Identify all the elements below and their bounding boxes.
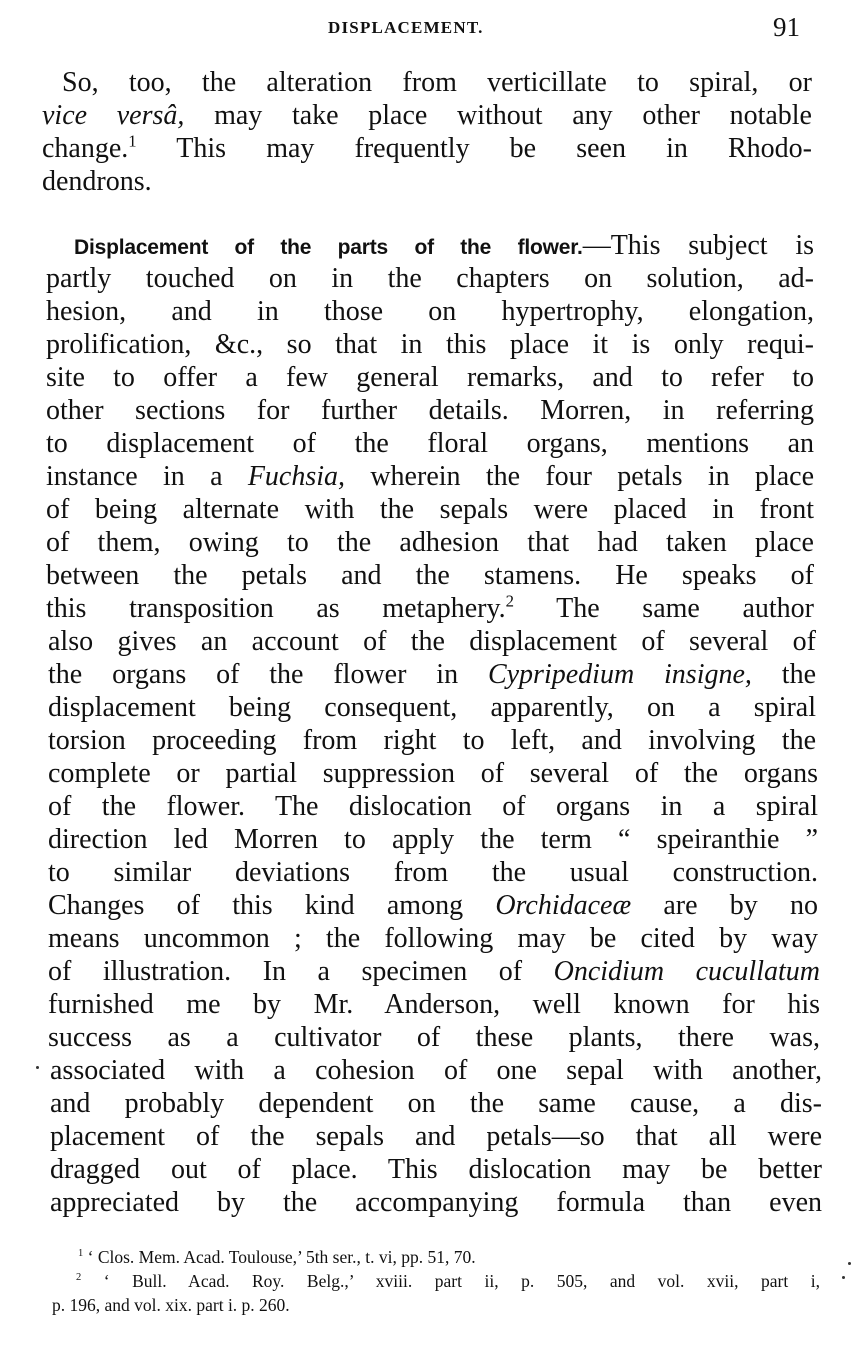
text-line: dragged out of place. This dislocation may be better bbox=[50, 1154, 822, 1185]
text-line: displacement being consequent, apparently, on a spiral bbox=[48, 692, 816, 723]
text-line: associated with a cohesion of one sepal with another, bbox=[50, 1055, 822, 1086]
text-line: partly touched on in the chapters on solution, ad- bbox=[46, 263, 814, 294]
print-speck bbox=[848, 1262, 851, 1265]
text-line: to similar deviations from the usual construction. bbox=[48, 857, 818, 888]
text-line: and probably dependent on the same cause, a dis- bbox=[50, 1088, 822, 1119]
text-line: this transposition as metaphery.$^2$ The same author bbox=[46, 591, 814, 624]
text-line: to displacement of the floral organs, mentions an bbox=[46, 428, 814, 459]
text-line: furnished me by Mr. Anderson, well known for his bbox=[48, 989, 820, 1020]
footnote-2: $^2$ ‘ Bull. Acad. Roy. Belg.,’ xviii. part ii, p. 505, and vol. xvii, part i, bbox=[76, 1271, 820, 1291]
running-head: DISPLACEMENT. bbox=[328, 18, 484, 37]
text-line: of the flower. The dislocation of organs in a spiral bbox=[48, 791, 818, 822]
text-line: between the petals and the stamens. He speaks of bbox=[46, 560, 814, 591]
text-line: Displacement of the parts of the flower.—This subject is bbox=[74, 230, 814, 261]
text-line: Changes of this kind among Orchidaceæ are by no bbox=[48, 890, 818, 921]
footnote-ref: 2 bbox=[505, 591, 515, 611]
footnote-2-continued: p. 196, and vol. xix. part i. p. 260. bbox=[52, 1295, 290, 1315]
section-sidehead: Displacement of the parts of the flower. bbox=[74, 236, 583, 259]
text-line: the organs of the flower in Cypripedium insigne, the bbox=[48, 659, 816, 690]
text-line: placement of the sepals and petals—so that all were bbox=[50, 1121, 822, 1152]
text-line: success as a cultivator of these plants, there was, bbox=[48, 1022, 820, 1053]
text-line: of them, owing to the adhesion that had taken place bbox=[46, 527, 814, 558]
text-line: hesion, and in those on hypertrophy, elongation, bbox=[46, 296, 814, 327]
text-line: direction led Morren to apply the term “ speiranthie ” bbox=[48, 824, 818, 855]
footnote-ref: 1 bbox=[128, 131, 137, 151]
text-line: complete or partial suppression of several of the organs bbox=[48, 758, 818, 789]
text-line: change.$^1$ This may frequently be seen in Rhodo- bbox=[42, 131, 812, 164]
text-line: appreciated by the accompanying formula than even bbox=[50, 1187, 822, 1218]
text-line: of illustration. In a specimen of Oncidium cucullatum bbox=[48, 956, 820, 987]
print-speck bbox=[36, 1066, 39, 1069]
text-line: dendrons. bbox=[42, 166, 152, 197]
text-line: also gives an account of the displacement of several of bbox=[48, 626, 816, 657]
footnote-1: $^1$ ‘ Clos. Mem. Acad. Toulouse,’ 5th ser., t. vi, pp. 51, 70. bbox=[78, 1247, 476, 1267]
text-line: means uncommon ; the following may be cited by way bbox=[48, 923, 818, 954]
text-line: So, too, the alteration from verticillate to spiral, or bbox=[62, 67, 812, 98]
text-line: torsion proceeding from right to left, and involving the bbox=[48, 725, 816, 756]
text-line: prolification, &c., so that in this place it is only requi- bbox=[46, 329, 814, 360]
text-line: other sections for further details. Morren, in referring bbox=[46, 395, 814, 426]
text-line: site to offer a few general remarks, and to refer to bbox=[46, 362, 814, 393]
text-line: instance in a Fuchsia, wherein the four petals in place bbox=[46, 461, 814, 492]
text-line: vice versâ, may take place without any other notable bbox=[42, 100, 812, 131]
page-number: 91 bbox=[773, 12, 800, 42]
page-header bbox=[0, 12, 862, 46]
print-speck bbox=[842, 1276, 845, 1279]
text-line: of being alternate with the sepals were placed in front bbox=[46, 494, 814, 525]
